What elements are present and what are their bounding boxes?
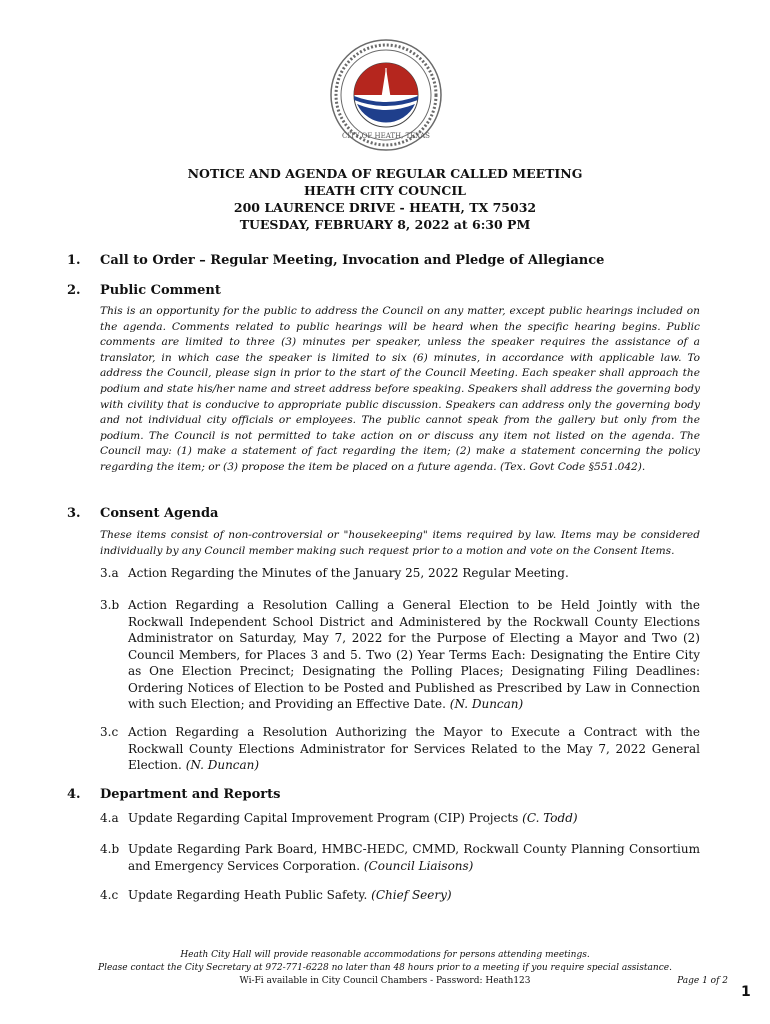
header-council: HEATH CITY COUNCIL bbox=[304, 183, 466, 198]
header-title: NOTICE AND AGENDA OF REGULAR CALLED MEETING bbox=[187, 166, 583, 181]
public-comment-text: This is an opportunity for the public to address the Council on any matter, except public hearings included on the agenda. Comments related to public hearings will be heard when the specific hearing begins. Public comments are limited to three (3) minutes per speaker, unless the speaker requires the assistance of a translator, in which case the speaker is limited to six (6) minutes, in accordance with applicable law. To address the Council, please sign in prior to the start of the Council Meeting. Each speaker shall approach the podium and state his/her name and street address before speaking. Speakers shall address the governing body with civility that is conducive to appropriate public discussion. Speakers can address only the governing body and not individual city officials or employees. The public cannot speak from the gallery but only from the podium. The Council is not permitted to take action on or discuss any item not listed on the agenda. The Council may: (1) make a statement of fact regarding the item; (2) make a statement concerning the policy regarding the item; or (3) propose the item be placed on a future agenda. (Tex. Govt Code §551.042). bbox=[100, 305, 700, 473]
agenda-item-3a bbox=[100, 565, 700, 582]
agenda-item-3b bbox=[100, 597, 700, 713]
item-presenter: (N. Duncan) bbox=[449, 697, 524, 711]
item-text: Action Regarding a Resolution Calling a General Election to be Held Jointly with the Rockwall Independent School District and Administered by the Rockwall County Elections Administrator on Saturday, May 7, 2022 for the Purpose of Electing a Mayor and Two (2) Council Members, for Places 3 and 5. Two (2) Year Terms Each: Designating the Entire City as One Election Precinct; Designating the Polling Places; Designating Filing Deadlines: Ordering Notices of Election to be Posted and Published as Prescribed by Law in Connection with such Election; and Providing an Effective Date. bbox=[128, 598, 700, 711]
item-presenter: (Chief Seery) bbox=[371, 888, 452, 902]
item-presenter: (Council Liaisons) bbox=[363, 858, 474, 873]
section-1-title: Call to Order – Regular Meeting, Invocation and Pledge of Allegiance bbox=[100, 253, 605, 268]
section-4-number: 4. bbox=[67, 787, 81, 802]
item-text: Update Regarding Park Board, HMBC-HEDC, CMMD, Rockwall County Planning Consortium and Emergency Services Corporation. bbox=[128, 842, 700, 873]
item-text: Action Regarding a Resolution Authorizing the Mayor to Execute a Contract with the Rockwall County Elections Administrator for Services Related to the May 7, 2022 General Election. bbox=[128, 725, 700, 772]
item-text: Action Regarding the Minutes of the January 25, 2022 Regular Meeting. bbox=[128, 566, 569, 580]
page-number: 1 bbox=[741, 984, 751, 1000]
item-label: 3.b bbox=[100, 598, 120, 612]
section-1-number: 1. bbox=[67, 253, 81, 268]
item-presenter: (N. Duncan) bbox=[185, 758, 260, 772]
meeting-header bbox=[0, 165, 770, 233]
agenda-item-4a bbox=[100, 810, 700, 827]
item-label: 3.a bbox=[100, 566, 119, 580]
footer-contact: Please contact the City Secretary at 972-771-6228 no later than 48 hours prior to a meeting if you require special assistance. bbox=[98, 963, 672, 973]
agenda-item-4c bbox=[100, 887, 700, 904]
header-date: TUESDAY, FEBRUARY 8, 2022 at 6:30 PM bbox=[239, 217, 531, 232]
item-label: 4.b bbox=[100, 842, 120, 856]
section-3-number: 3. bbox=[67, 506, 81, 521]
seal-text: CITY OF HEATH, TEXAS bbox=[342, 132, 430, 140]
header-address: 200 LAURENCE DRIVE - HEATH, TX 75032 bbox=[233, 200, 537, 215]
city-seal-logo bbox=[329, 38, 443, 152]
page-label: Page 1 of 2 bbox=[677, 976, 728, 986]
section-4-title: Department and Reports bbox=[100, 787, 281, 802]
consent-agenda-text: These items consist of non-controversial or "housekeeping" items required by law. Items may be considered individually by any Council member making such request prior to a motion and vote on the Consent Items. bbox=[100, 529, 700, 557]
footer-wifi: Wi-Fi available in City Council Chambers - Password: Heath123 bbox=[239, 976, 531, 986]
item-text: Update Regarding Capital Improvement Program (CIP) Projects bbox=[128, 811, 519, 825]
agenda-item-4b bbox=[100, 841, 700, 874]
section-3-title: Consent Agenda bbox=[100, 506, 219, 521]
item-label: 4.c bbox=[100, 888, 119, 902]
section-2-number: 2. bbox=[67, 283, 81, 298]
item-presenter: (C. Todd) bbox=[522, 811, 578, 825]
item-label: 4.a bbox=[100, 811, 119, 825]
item-text: Update Regarding Heath Public Safety. bbox=[128, 888, 368, 902]
item-label: 3.c bbox=[100, 725, 119, 739]
section-2-title: Public Comment bbox=[100, 283, 221, 298]
footer-accommodations: Heath City Hall will provide reasonable accommodations for persons attending meetings. bbox=[180, 950, 590, 960]
agenda-item-3c bbox=[100, 724, 700, 774]
